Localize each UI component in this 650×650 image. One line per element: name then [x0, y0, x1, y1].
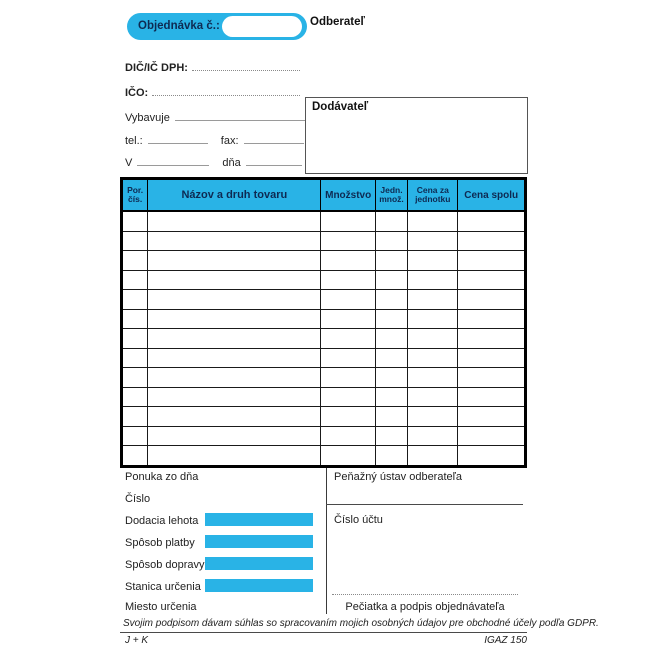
stamp-signature-dotted-line [332, 594, 518, 595]
table-cell [375, 290, 407, 310]
fax-fill-line [244, 132, 304, 144]
table-cell [122, 368, 148, 388]
table-cell [321, 251, 375, 271]
table-cell [408, 309, 458, 329]
table-cell [408, 270, 458, 290]
table-cell [458, 290, 526, 310]
table-cell [148, 387, 321, 407]
order-number-pill [127, 13, 307, 40]
delivery-time-field-bar [205, 513, 313, 526]
ico-label: IČO: [125, 87, 149, 99]
footer-marks [120, 635, 527, 646]
table-row [122, 309, 526, 329]
table-cell [148, 290, 321, 310]
table-cell [321, 387, 375, 407]
table-cell [122, 231, 148, 251]
table-cell [321, 211, 375, 231]
table-cell [375, 329, 407, 349]
form-code: IGAZ 150 [484, 635, 527, 646]
destination-place-label: Miesto určenia [125, 601, 197, 613]
transport-method-field-bar [205, 557, 313, 570]
order-number-field [222, 16, 302, 37]
destination-station-label: Stanica určenia [125, 581, 201, 593]
dic-fill-line [192, 59, 300, 71]
transport-method-label: Spôsob dopravy [125, 559, 205, 571]
handled-by-fill-line [175, 109, 305, 121]
table-cell [375, 368, 407, 388]
table-row [122, 231, 526, 251]
destination-station-field-bar [205, 579, 313, 592]
payment-method-field-bar [205, 535, 313, 548]
table-row [122, 211, 526, 231]
table-row [122, 329, 526, 349]
table-cell [408, 446, 458, 467]
col-header-quantity: Množstvo [321, 179, 375, 212]
place-label: V [125, 157, 133, 169]
table-cell [148, 251, 321, 271]
ico-field-row [125, 84, 300, 99]
table-cell [408, 407, 458, 427]
table-cell [122, 329, 148, 349]
col-header-item-name: Názov a druh tovaru [148, 179, 321, 212]
table-row [122, 348, 526, 368]
handled-by-row [125, 109, 305, 124]
table-cell [148, 407, 321, 427]
table-cell [122, 446, 148, 467]
table-row [122, 407, 526, 427]
table-cell [148, 348, 321, 368]
table-cell [148, 211, 321, 231]
table-cell [148, 329, 321, 349]
table-row [122, 251, 526, 271]
table-cell [375, 231, 407, 251]
table-cell [458, 270, 526, 290]
tel-fax-row [125, 132, 304, 147]
table-cell [321, 329, 375, 349]
ico-fill-line [152, 84, 300, 96]
table-cell [375, 270, 407, 290]
date-fill-line [246, 154, 302, 166]
table-cell [148, 426, 321, 446]
table-cell [458, 426, 526, 446]
table-cell [321, 426, 375, 446]
order-table-body [122, 211, 526, 466]
account-number-label: Číslo účtu [334, 514, 383, 526]
table-cell [408, 387, 458, 407]
table-cell [321, 290, 375, 310]
table-cell [122, 407, 148, 427]
customer-section-label: Odberateľ [310, 16, 365, 28]
table-cell [321, 446, 375, 467]
table-cell [148, 446, 321, 467]
table-cell [148, 231, 321, 251]
table-cell [321, 348, 375, 368]
dic-field-row [125, 59, 300, 74]
supplier-label: Dodávateľ [312, 101, 369, 113]
table-cell [408, 426, 458, 446]
table-row [122, 290, 526, 310]
table-cell [458, 309, 526, 329]
table-row [122, 387, 526, 407]
table-cell [122, 309, 148, 329]
table-row [122, 426, 526, 446]
tel-fill-line [148, 132, 208, 144]
table-cell [458, 368, 526, 388]
bank-institute-line [326, 504, 523, 505]
table-cell [375, 211, 407, 231]
fax-label: fax: [220, 135, 239, 147]
table-cell [148, 309, 321, 329]
table-cell [408, 368, 458, 388]
col-header-total-price: Cena spolu [458, 179, 526, 212]
col-header-unit: Jedn. množ. [375, 179, 407, 212]
footer-rule [120, 632, 527, 633]
supplier-box [305, 97, 528, 174]
stamp-signature-label: Pečiatka a podpis objednávateľa [345, 601, 505, 613]
table-cell [375, 426, 407, 446]
table-cell [408, 251, 458, 271]
number-label: Číslo [125, 493, 151, 505]
table-row [122, 446, 526, 467]
bank-institute-label: Peňažný ústav odberateľa [334, 471, 462, 483]
table-header-row [122, 179, 526, 212]
table-cell [458, 329, 526, 349]
table-cell [122, 251, 148, 271]
table-cell [408, 348, 458, 368]
stamp-signature-area [327, 594, 523, 615]
table-cell [122, 270, 148, 290]
table-cell [321, 407, 375, 427]
table-cell [375, 446, 407, 467]
table-cell [408, 290, 458, 310]
col-header-unit-price: Cena za jednotku [408, 179, 458, 212]
table-cell [321, 231, 375, 251]
dic-label: DIČ/IČ DPH: [125, 62, 188, 74]
table-cell [375, 387, 407, 407]
printer-mark: J + K [125, 635, 149, 646]
handled-by-label: Vybavuje [125, 112, 170, 124]
order-number-label: Objednávka č.: [138, 20, 220, 32]
table-cell [458, 446, 526, 467]
table-cell [148, 368, 321, 388]
table-cell [122, 348, 148, 368]
table-cell [458, 231, 526, 251]
table-cell [375, 407, 407, 427]
table-cell [408, 231, 458, 251]
table-cell [321, 309, 375, 329]
table-cell [458, 348, 526, 368]
order-items-table [120, 177, 527, 468]
delivery-time-label: Dodacia lehota [125, 515, 199, 527]
table-row [122, 368, 526, 388]
table-cell [321, 368, 375, 388]
table-cell [375, 348, 407, 368]
table-cell [122, 387, 148, 407]
table-cell [408, 329, 458, 349]
place-fill-line [137, 154, 209, 166]
table-cell [122, 211, 148, 231]
tel-label: tel.: [125, 135, 143, 147]
table-cell [375, 309, 407, 329]
table-cell [122, 290, 148, 310]
table-cell [458, 387, 526, 407]
gdpr-consent-note: Svojim podpisom dávam súhlas so spracovaním mojich osobných údajov pre obchodné účely podľa GDPR. [123, 618, 599, 629]
payment-method-label: Spôsob platby [125, 537, 195, 549]
table-cell [122, 426, 148, 446]
table-cell [458, 407, 526, 427]
date-label: dňa [222, 157, 241, 169]
table-cell [148, 270, 321, 290]
table-cell [321, 270, 375, 290]
place-date-row [125, 154, 302, 169]
col-header-item-number: Por. čís. [122, 179, 148, 212]
table-cell [375, 251, 407, 271]
table-row [122, 270, 526, 290]
table-cell [458, 251, 526, 271]
table-cell [408, 211, 458, 231]
bottom-section-divider [326, 468, 327, 614]
table-cell [458, 211, 526, 231]
offer-date-label: Ponuka zo dňa [125, 471, 199, 483]
